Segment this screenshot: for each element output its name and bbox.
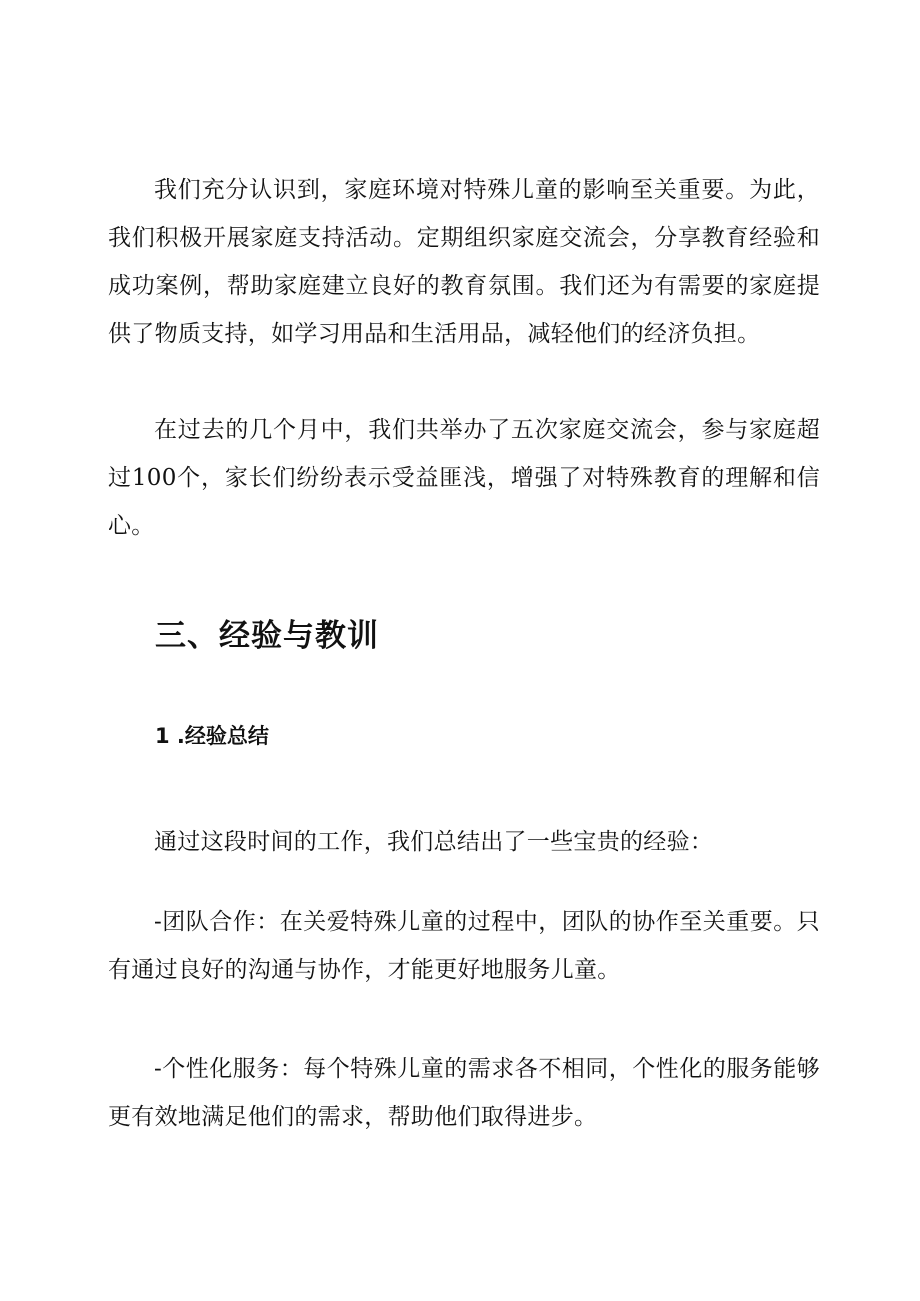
paragraph-family-support: 我们充分认识到，家庭环境对特殊儿童的影响至关重要。为此，我们积极开展家庭支持活动。定期组织家庭交流会，分享教育经验和成功案例，帮助家庭建立良好的教育氛围。我们还为有需要的家庭提供了物质支持，如学习用品和生活用品，减轻他们的经济负担。: [108, 177, 820, 347]
subsection-heading: 1 .经验总结: [155, 724, 269, 748]
section-heading: 三、经验与教训: [155, 618, 379, 654]
paragraph-family-results: 在过去的几个月中，我们共举办了五次家庭交流会，参与家庭超过100个，家长们纷纷表示受益匪浅，增强了对特殊教育的理解和信心。: [108, 417, 820, 539]
bullet-teamwork: -团队合作：在关爱特殊儿童的过程中，团队的协作至关重要。只有通过良好的沟通与协作，才能更好地服务儿童。: [108, 909, 820, 983]
bullet-personalized-service: -个性化服务：每个特殊儿童的需求各不相同，个性化的服务能够更有效地满足他们的需求，帮助他们取得进步。: [108, 1056, 820, 1130]
paragraph-intro: 通过这段时间的工作，我们总结出了一些宝贵的经验：: [154, 829, 714, 855]
